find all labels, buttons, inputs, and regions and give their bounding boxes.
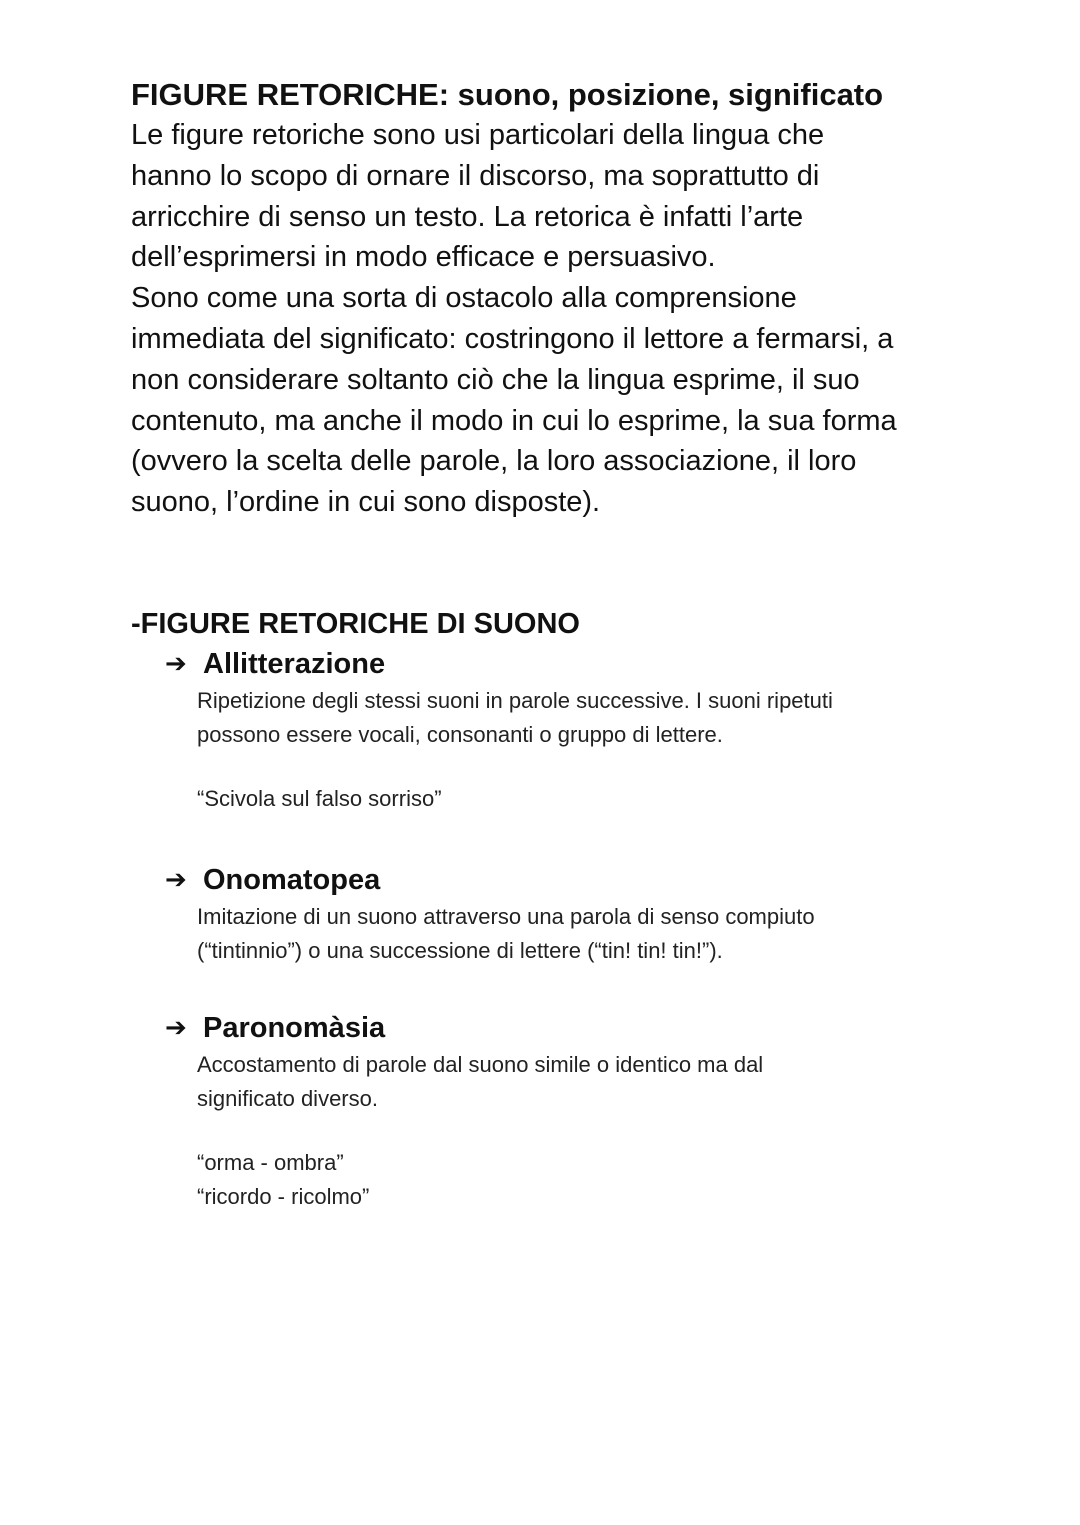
figure-example-line: “orma - ombra” [197,1150,344,1175]
figure-paronomasia [165,1008,945,1214]
right-arrow-icon: ➔ [165,865,187,895]
figure-heading [165,644,945,684]
figure-example-line: “ricordo - ricolmo” [197,1184,370,1209]
figure-description-line: Imitazione di un suono attraverso una parola di senso compiuto [197,904,815,929]
section-heading-suono: -FIGURE RETORICHE DI SUONO [131,608,580,640]
document-page [131,74,961,1209]
figure-name: Onomatopea [203,864,381,896]
figure-example-line: “Scivola sul falso sorriso” [197,786,442,811]
intro-line: (ovvero la scelta delle parole, la loro associazione, il loro [131,445,857,478]
intro-line: suono, l’ordine in cui sono disposte). [131,486,601,519]
intro-paragraph [131,115,961,523]
figure-onomatopea [165,860,945,968]
intro-line: non considerare soltanto ciò che la lingua esprime, il suo [131,363,860,396]
intro-line: hanno lo scopo di ornare il discorso, ma soprattutto di [131,159,820,192]
figure-name: Allitterazione [203,648,386,680]
document-title: FIGURE RETORICHE: suono, posizione, significato [131,77,884,112]
figure-allitterazione [165,644,945,816]
figure-description-line: (“tintinnio”) o una successione di lettere (“tin! tin! tin!”). [197,938,723,963]
figure-description-line: possono essere vocali, consonanti o gruppo di lettere. [197,722,723,747]
right-arrow-icon: ➔ [165,649,187,679]
figure-name: Paronomàsia [203,1012,386,1044]
figure-heading [165,860,945,900]
intro-line: dell’esprimersi in modo efficace e persuasivo. [131,241,716,274]
intro-line: Le figure retoriche sono usi particolari della lingua che [131,119,825,151]
figure-heading [165,1008,945,1048]
intro-line: immediata del significato: costringono il lettore a fermarsi, a [131,322,894,355]
intro-line: arricchire di senso un testo. La retorica è infatti l’arte [131,200,804,233]
intro-line: Sono come una sorta di ostacolo alla comprensione [131,282,797,315]
figure-description-line: Ripetizione degli stessi suoni in parole successive. I suoni ripetuti [197,688,833,713]
figure-description-line: significato diverso. [197,1086,378,1111]
right-arrow-icon: ➔ [165,1013,187,1043]
intro-line: contenuto, ma anche il modo in cui lo esprime, la sua forma [131,404,897,437]
figure-description-line: Accostamento di parole dal suono simile o identico ma dal [197,1052,764,1077]
